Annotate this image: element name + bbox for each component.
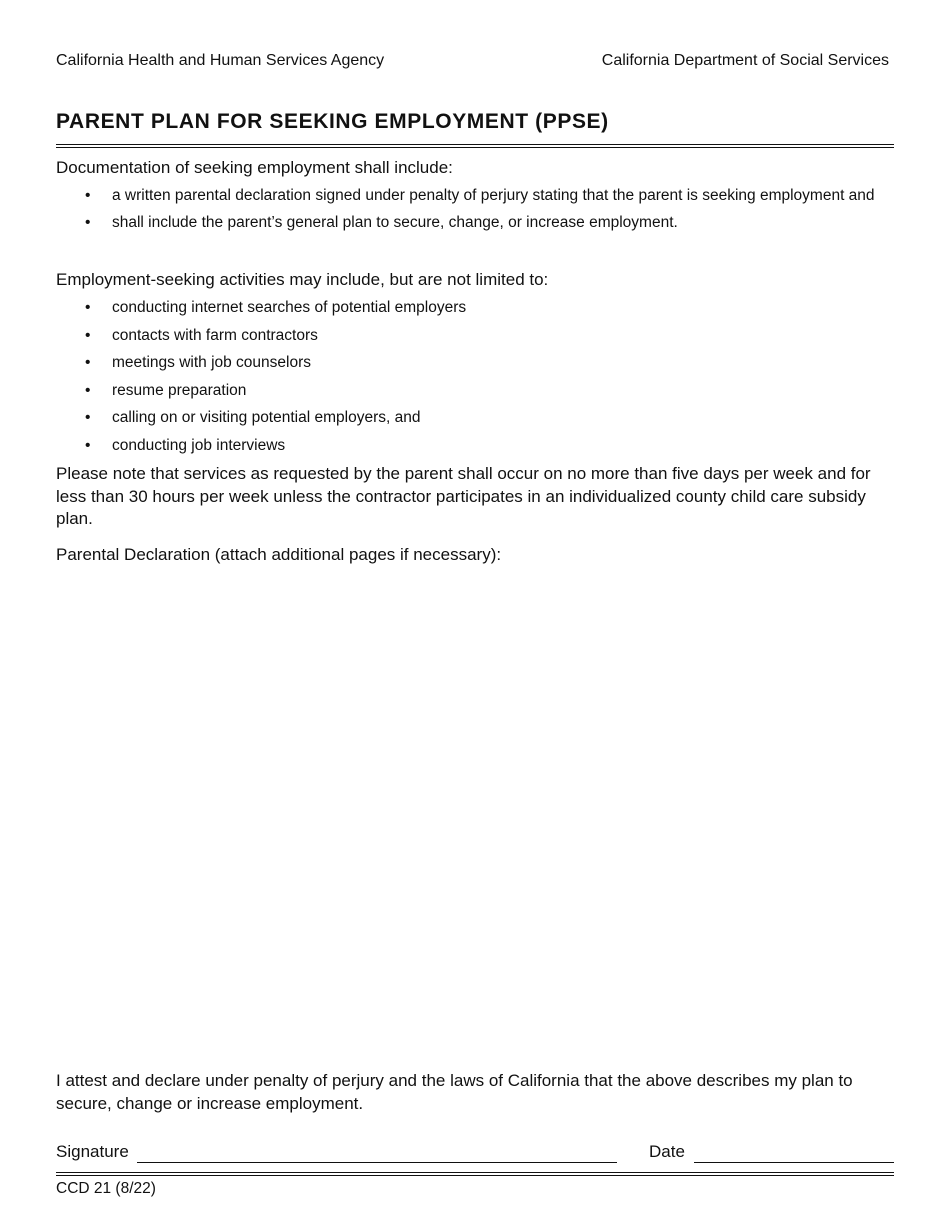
agency-name: California Health and Human Services Agency — [56, 52, 385, 69]
bullet-icon: • — [85, 299, 91, 316]
list-item — [56, 213, 894, 233]
services-note: Please note that services as requested by the parent shall occur on no more than five days per week and for less than 30 hours per week unless the contractor participates in an individualized county child care subsidy plan. — [56, 464, 871, 528]
bullet-icon: • — [85, 354, 91, 371]
list-item-text: a written parental declaration signed under penalty of perjury stating that the parent is seeking employment and — [112, 187, 875, 204]
list-item-text: resume preparation — [112, 381, 247, 399]
bullet-icon: • — [85, 214, 91, 231]
declaration-label: Parental Declaration (attach additional pages if necessary): — [56, 545, 502, 564]
list-item-text: conducting job interviews — [112, 436, 286, 454]
list-item-text: contacts with farm contractors — [112, 326, 318, 344]
date-field[interactable] — [694, 1162, 894, 1163]
list-item-text: conducting internet searches of potential employers — [112, 299, 467, 316]
list-item — [56, 408, 894, 428]
bullet-icon: • — [85, 187, 91, 204]
bullet-icon: • — [85, 409, 91, 426]
list-item — [56, 298, 894, 318]
documentation-intro: Documentation of seeking employment shall include: — [56, 158, 453, 177]
signature-label: Signature — [56, 1142, 129, 1161]
bullet-icon: • — [85, 381, 91, 399]
list-item — [56, 381, 894, 401]
list-item — [56, 326, 894, 346]
list-item-text: shall include the parent’s general plan to secure, change, or increase employment. — [112, 214, 678, 231]
form-title: PARENT PLAN FOR SEEKING EMPLOYMENT (PPSE) — [56, 110, 609, 133]
list-item — [56, 353, 894, 373]
activities-intro: Employment-seeking activities may include, but are not limited to: — [56, 270, 549, 289]
form-number: CCD 21 (8/22) — [56, 1180, 156, 1197]
list-item — [56, 186, 894, 206]
department-name: California Department of Social Services — [601, 52, 889, 69]
activities-list — [56, 298, 894, 456]
date-label: Date — [649, 1142, 685, 1161]
signature-field[interactable] — [137, 1162, 617, 1163]
documentation-list — [56, 186, 894, 233]
list-item-text: meetings with job counselors — [112, 354, 312, 371]
bullet-icon: • — [85, 326, 91, 344]
declaration-field[interactable] — [56, 580, 894, 1060]
attestation-text: I attest and declare under penalty of perjury and the laws of California that the above describes my plan to secure, change or increase employment. — [56, 1071, 853, 1113]
title-divider — [56, 144, 894, 148]
list-item — [56, 436, 894, 456]
bullet-icon: • — [85, 436, 91, 454]
list-item-text: calling on or visiting potential employers, and — [112, 409, 421, 426]
footer-divider — [56, 1172, 894, 1176]
